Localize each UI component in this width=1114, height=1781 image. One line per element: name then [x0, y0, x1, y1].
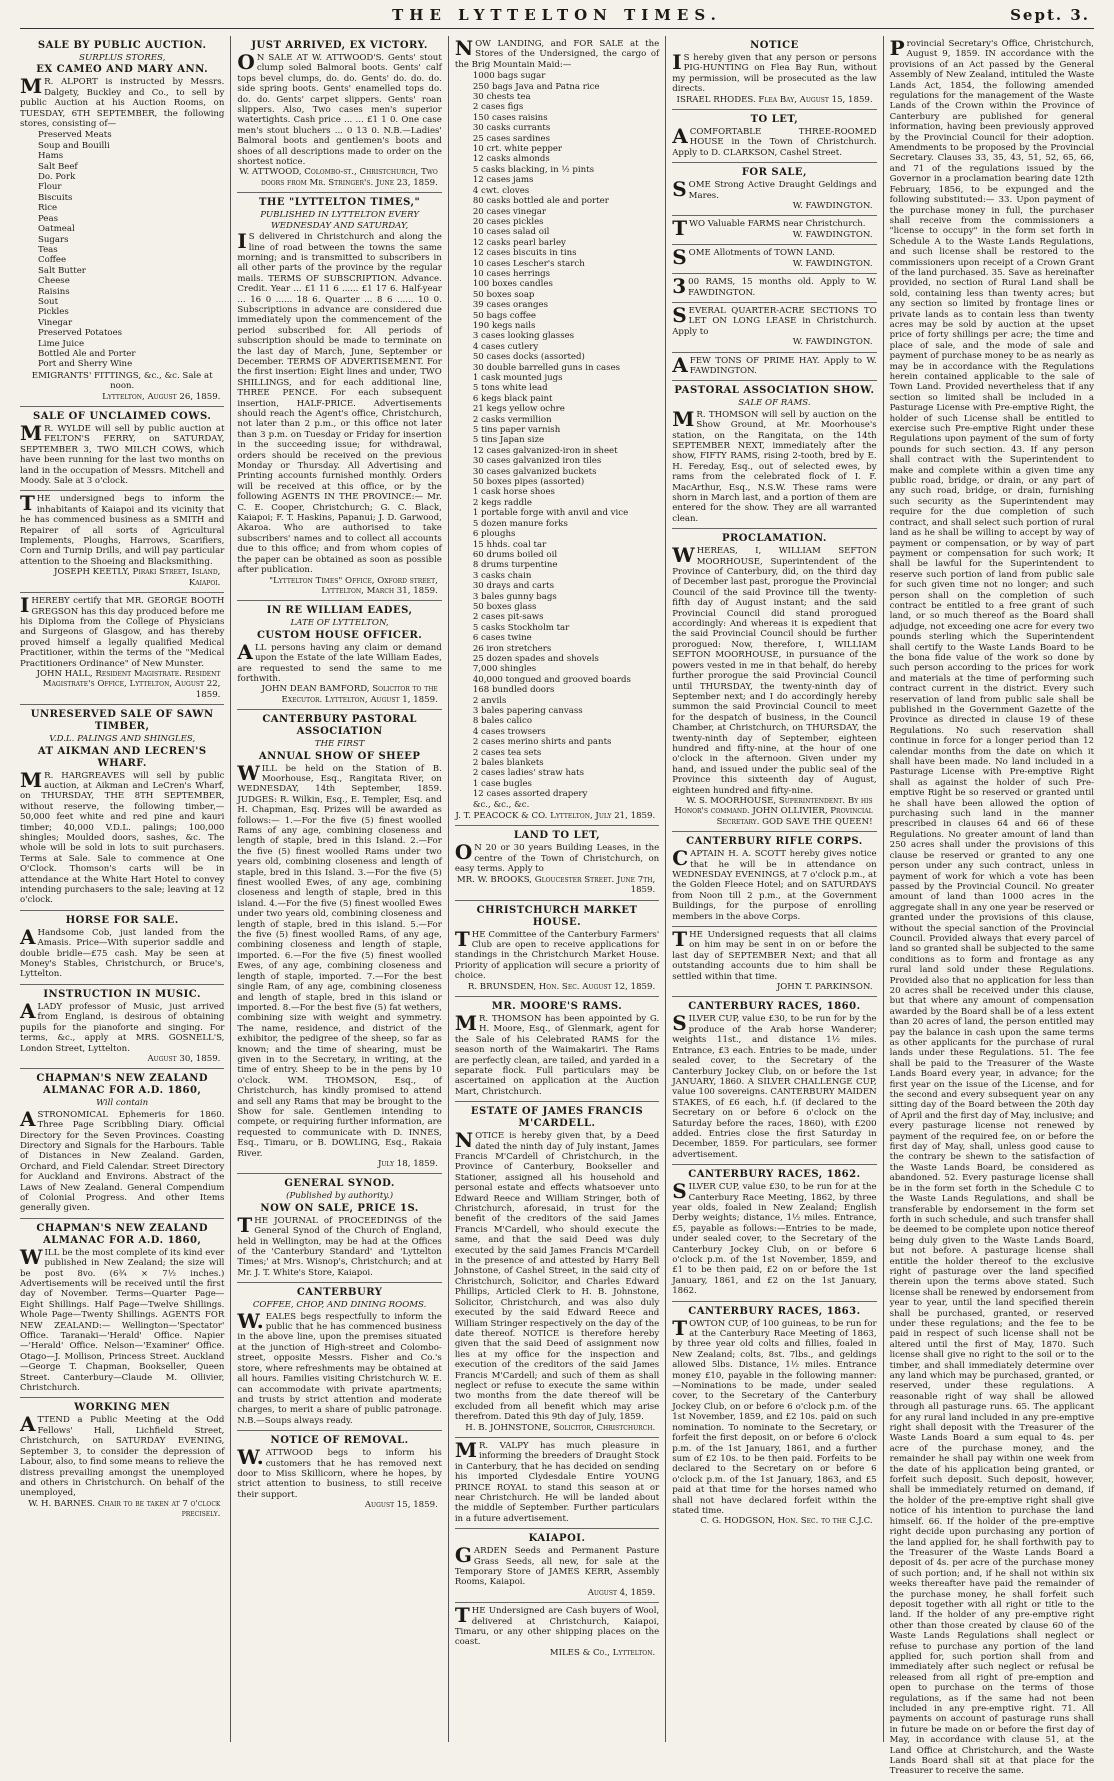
list-item: Cheese: [38, 276, 70, 287]
item-list: [38, 130, 224, 369]
ad-body: MR. VALPY has much pleasure in informing the breeders of Draught Stock in Canterbury, that he has decided on sending his imported Clydesdale Entire YOUNG PRINCE ROYAL to stand this season at or near Christchurch. He will be landed about the middle of September. Further particulars in a future advertisement.: [454, 1437, 660, 1524]
list-item: 10 cases Lescher's starch: [472, 258, 585, 269]
list-item: 5 dozen manure forks: [472, 518, 568, 529]
advertisement: [672, 927, 876, 997]
list-item: Sugars: [38, 234, 69, 245]
list-item: Soup and Bouilli: [38, 140, 110, 151]
ad-heading: PASTORAL ASSOCIATION SHOW.: [674, 385, 875, 397]
ad-signature: R. BRUNSDEN, Hon. Sec. August 12, 1859.: [467, 981, 656, 992]
list-item: 80 casks bottled ale and porter: [472, 196, 609, 207]
list-item: Port and Sherry Wine: [38, 359, 133, 370]
ad-heading: GENERAL SYNOD.: [284, 1178, 395, 1190]
advertisement: [455, 901, 659, 997]
list-item: 12 cases assorted drapery: [472, 789, 588, 800]
list-item: 2 kegs raddle: [472, 497, 533, 508]
ad-signature: MILES & Co., Lyttelton.: [549, 1647, 656, 1658]
list-item: 50 boxes pipes (assorted): [472, 477, 585, 488]
ad-body: IS delivered in Christchurch and along the line of road between the towns the same morning; and is transmitted to subscribers in all other parts of the province by the regular mails. TERMS OF SUBSCRIPTION. Advance. Credit. Year ... £1 11 6 ...... £1 17 6. Half-year ... 16 0 ...... 18 6. Quarter ... 8 6 ...... 10 0. Subscriptions in advance are considered due immediately upon the commencement of the period subscribed for. All periods of subscription should be made to terminate on the last day of March, June, September or December. TERMS OF ADVERTISEMENT. For the first insertion: Eight lines and under, TWO SHILLINGS, and for each additional line, THREE PENCE. For each subsequent insertion, HALF-PRICE. Advertisements should reach the Agent's office, Christchurch, not later than 2 p.m., or this office not later than 3 p.m. on Tuesday or Friday for insertion in the succeeding issue; for withdrawal, orders should be received on the previous Monday or Thursday. All Advertising and Printing accounts furnished monthly. Orders will be received at this office, or by the following AGENTS IN THE PROVINCE:— Mr. C. E. Cooper, Christchurch; G. C. Black, Kaiapoi; F. T. Haskins, Papanui; J. D. Garwood, Akaroa. Who are authorised to take subscribers' names and to collect all accounts due to this office; and from whom copies of the paper can be obtained as soon as possible after publication.: [237, 229, 442, 576]
list-item: 30 chests tea: [472, 92, 531, 103]
list-item: 30 double barrelled guns in cases: [472, 362, 621, 373]
advertisement: [455, 1529, 659, 1603]
page-columns: [20, 36, 1095, 1777]
ad-body: AFEW TONS OF PRIME HAY. Apply to W. FAWDINGTON.: [672, 352, 877, 377]
ad-heading: UNRESERVED SALE OF SAWN TIMBER,: [30, 709, 214, 733]
ad-heading: INSTRUCTION IN MUSIC.: [43, 988, 202, 1000]
list-item: 5 tons white lead: [472, 383, 548, 394]
list-item: Bottled Ale and Porter: [38, 348, 136, 359]
ad-body: SOME Strong Active Draught Geldings and Mares.: [672, 177, 877, 202]
ad-heading: NOTICE OF REMOVAL.: [270, 1435, 409, 1447]
list-item: 50 cases docks (assorted): [472, 352, 585, 363]
ad-extra: EMIGRANTS' FITTINGS, &c., &c. Sale at noon.: [31, 370, 213, 392]
advertisement: [20, 36, 224, 407]
list-item: Vinegar: [38, 317, 73, 328]
list-item: 7,000 shingles: [472, 664, 537, 675]
list-item: Rice: [38, 203, 58, 214]
advertisement: [20, 1398, 224, 1523]
advertisement: [20, 491, 224, 593]
ad-heading: CHAPMAN'S NEW ZEALAND ALMANAC FOR A.D. 1860,: [36, 1073, 209, 1097]
advertisement: [672, 303, 876, 353]
list-item: 10 crt. white pepper: [472, 144, 563, 155]
ad-signature: ISRAEL RHODES. Flea Bay, August 15, 1859.: [676, 94, 873, 105]
list-item: 1 portable forge with anvil and vice: [472, 508, 629, 519]
list-item: 3 bales gunny bags: [472, 591, 557, 602]
ad-heading: CANTERBURY RACES, 1863.: [688, 1305, 861, 1317]
ad-signature: W. FAWDINGTON.: [792, 229, 873, 240]
list-item: Flour: [38, 182, 62, 193]
advertisement: [20, 1219, 224, 1399]
list-item: 50 bags coffee: [472, 310, 537, 321]
list-item: 12 casks pearl barley: [472, 237, 566, 248]
advertisement: [890, 36, 1094, 1781]
list-item: Pickles: [38, 307, 69, 318]
ad-subheading: LATE OF LYTTELTON,: [290, 618, 389, 629]
list-item: Teas: [38, 244, 58, 255]
list-item: 12 cases jams: [472, 175, 534, 186]
ad-body: THE JOURNAL of PROCEEDINGS of the General Synod of the Church of England, held in Wellington, may be had at the Offices of the 'Canterbury Standard' and 'Lyttelton Times;' at Mrs. Wisnop's, Christchurch; and at Mr. J. T. White's Store, Kaiapoi.: [237, 1212, 442, 1278]
list-item: 39 cases oranges: [472, 300, 548, 311]
ad-body: W.EALES begs respectfully to inform the public that he has commenced business in the above line, upon the premises situated at the junction of High-street and Colombo-street, opposite Messrs. Fisher and Co.'s store, where refreshments may be obtained at all hours. Families visiting Christchurch W. E. can accommodate with private apartments; and trusts by strict attention and moderate charges, to merit a share of public patronage. N.B.—Soups always ready.: [237, 1308, 442, 1426]
list-item: 4 cases cutlery: [472, 341, 539, 352]
advertisement: [20, 593, 224, 705]
ad-subheading: THE FIRST: [314, 739, 365, 750]
masthead: [20, 6, 1094, 29]
ad-signature: JOHN HALL, Resident Magistrate. Resident Magistrate's Office, Lyttelton, August 22, 1859.: [36, 668, 221, 700]
list-item: 20 cases vinegar: [472, 206, 547, 217]
ad-body: NOW LANDING, and FOR SALE at the Stores of the Undersigned, the cargo of the Brig Mountain Maid:—: [454, 36, 660, 70]
list-item: 2 cases figs: [472, 102, 524, 113]
list-item: 1 cask horse shoes: [472, 487, 555, 498]
ad-subheading: AT AIKMAN AND LECREN'S WHARF.: [37, 745, 207, 769]
ad-heading: CHAPMAN'S NEW ZEALAND ALMANAC FOR A.D. 1860,: [36, 1222, 209, 1246]
ad-heading: SALE OF UNCLAIMED COWS.: [33, 411, 212, 422]
list-item: 6 ploughs: [472, 529, 516, 540]
advertisement: [672, 1302, 876, 1531]
ad-heading: CHRISTCHURCH MARKET HOUSE.: [476, 904, 638, 928]
ad-heading: FOR SALE,: [741, 167, 808, 179]
ad-signature: August 30, 1859.: [147, 1053, 221, 1064]
ad-signature: W. S. MOORHOUSE, Superintendent. By his Honor's command. JOHN OLLIVIER, Provincial Secretary. GOD SAVE THE QUEEN!: [674, 795, 873, 827]
ad-signature: W. FAWDINGTON.: [792, 201, 873, 212]
list-item: 5 tins paper varnish: [472, 425, 561, 436]
ad-body: THE Undersigned requests that all claims on him may be sent in on or before the last day of SEPTEMBER Next; and that all outstanding accounts due to him shall be settled within that time.: [672, 927, 877, 982]
ad-heading: ESTATE OF JAMES FRANCIS M'CARDELL.: [470, 1106, 644, 1130]
list-item: Lime Juice: [38, 338, 85, 349]
ad-body: ALL persons having any claim or demand upon the Estate of the late William Eades, are requested to send the same to me forthwith.: [237, 639, 442, 684]
ad-subheading: NOW ON SALE, PRICE 1S.: [260, 1202, 419, 1214]
list-item: 150 cases raisins: [472, 112, 548, 123]
ad-subheading: COFFEE, CHOP, AND DINING ROOMS.: [252, 1300, 427, 1311]
advertisement: [237, 1431, 441, 1514]
advertisement: [20, 407, 224, 491]
list-item: 30 cases galvanized iron tiles: [472, 456, 602, 467]
list-item: 2 casks vermillion: [472, 414, 552, 425]
list-item: 2 cases pit-saws: [472, 612, 544, 623]
ad-heading: CANTERBURY: [296, 1287, 383, 1299]
list-item: 6 cases twine: [472, 633, 532, 644]
advertisement: [237, 710, 441, 1174]
list-item: Peas: [38, 213, 59, 224]
ad-body: ATTEND a Public Meeting at the Odd Fellows' Hall, Lichfield Street, Christchurch, on SATURDAY EVENING, September 3, to consider the depression of Labour, also, to find some means to relieve the distress prevailing amongst the unemployed and others in Christchurch. On behalf of the unemployed,: [20, 1412, 225, 1499]
ad-body: SEVERAL QUARTER-ACRE SECTIONS TO LET ON LONG LEASE in Christchurch. Apply to: [672, 302, 877, 337]
advertisement: [20, 1069, 224, 1218]
ad-body: IHEREBY certify that MR. GEORGE BOOTH GREGSON has this day produced before me his Diploma from the College of Physicians and Surgeons of Glasgow, and has thereby proved himself a legally qualified Medical Practitioner, within the terms of the "Medical Practitioners Ordinance" of New Munster.: [20, 593, 225, 669]
ad-subheading: EX CAMEO AND MARY ANN.: [36, 64, 209, 76]
ad-subheading: SURPLUS STORES,: [79, 53, 166, 63]
list-item: 50 boxes glass: [472, 601, 537, 612]
list-item: 2 cases merino shirts and pants: [472, 737, 612, 748]
list-item: 15 hhds. coal tar: [472, 539, 547, 550]
column-3: [448, 36, 665, 1742]
advertisement: [20, 985, 224, 1069]
ad-body: MR. HARGREAVES will sell by public auction, at Aikman and LeCren's Wharf, on THURSDAY, THE 8TH SEPTEMBER, without reserve, the following timber,— 50,000 feet white and red pine and kauri timber; 40,000 V.D.L. palings; 100,000 shingles; Moulded doors, sashes, &c. The whole will be sold in lots to suit purchasers. Terms at Sale. Sale to commence at One O'Clock. Thomson's carts will be in attendance at the White Hart Hotel to convey intending purchasers to the sale; leaving at 12 o'clock.: [20, 767, 225, 906]
advertisement: [672, 274, 876, 303]
ad-body: SILVER CUP, value £30, to be run for at the Canterbury Race Meeting, 1862, by three year olds, foaled in New Zealand; English Derby weights; distance, 1½ miles. Entrance, £5, payable as follows:—Entries to be made, under sealed cover, to the Secretary of the Canterbury Jockey Club, on or before 6 o'clock p.m. of the 1st November, 1859, and £1 to be then paid, £2 on or before the 1st January, 1861, and £2 on the 1st January, 1862.: [672, 1179, 877, 1297]
list-item: &c., &c., &c.: [472, 799, 530, 810]
ad-signature: August 4, 1859.: [587, 1587, 656, 1598]
advertisement: [672, 216, 876, 245]
ad-heading: CANTERBURY RACES, 1862.: [688, 1169, 861, 1181]
list-item: 2 bales blankets: [472, 758, 544, 769]
list-item: 3 cases looking glasses: [472, 331, 575, 342]
advertisement: [672, 381, 876, 529]
ad-signature: H. B. JOHNSTONE, Solicitor, Christchurch.: [465, 1422, 656, 1433]
list-item: 25 cases sardines: [472, 133, 550, 144]
ad-signature: C. G. HODGSON, Hon. Sec. to the C.J.C.: [700, 1516, 873, 1527]
advertisement: [672, 36, 876, 110]
column-4: [665, 36, 882, 1742]
ad-heading: CANTERBURY PASTORAL ASSOCIATION: [262, 714, 417, 738]
ad-body: SOME Allotments of TOWN LAND.: [672, 245, 835, 270]
ad-signature: Lyttelton, August 26, 1859.: [102, 391, 221, 402]
list-item: Preserved Meats: [38, 130, 112, 141]
list-item: 60 drums boiled oil: [472, 549, 558, 560]
list-item: 12 cases galvanized-iron in sheet: [472, 445, 618, 456]
list-item: 4 cases trowsers: [472, 726, 546, 737]
ad-subheading: ANNUAL SHOW OF SHEEP: [258, 750, 421, 762]
ad-body: ASTRONOMICAL Ephemeris for 1860. Three Page Scribbling Diary. Official Directory for the Seven Provinces. Coasting Directory and Signals for the Harbours. Table of Distances in New Zealand. Garden, Orchard, and Field Calendar. Street Directory for Auckland and Environs. Abstract of the Laws of New Zealand. General Compendium of Colonial Progress. And other Items generally given.: [20, 1106, 225, 1214]
list-item: 8 bales calico: [472, 716, 533, 727]
advertisement: [237, 36, 441, 193]
ad-heading: CANTERBURY RIFLE CORPS.: [686, 836, 863, 848]
advertisement: [455, 826, 659, 900]
advertisement: [455, 1438, 659, 1529]
ad-body: ALADY professor of Music, just arrived from England, is desirous of obtaining pupils for the pianoforte and singing. For terms, &c., apply at MRS. GOSNELL'S, London Street, Lyttelton.: [20, 998, 225, 1054]
advertisement: [455, 36, 659, 826]
ad-heading: KAIAPOI.: [528, 1533, 586, 1545]
advertisement: [672, 110, 876, 163]
ad-signature: August 15, 1859.: [364, 1500, 438, 1511]
advertisement: [237, 1174, 441, 1283]
ad-heading: HORSE FOR SALE.: [65, 914, 179, 926]
advertisement: [455, 1603, 659, 1662]
list-item: 10 cases salad oil: [472, 227, 550, 238]
advertisement: [455, 1102, 659, 1438]
ad-body: MR. ALPORT is instructed by Messrs. Dalgety, Buckley and Co., to sell by public Auction at his Auction Rooms, on TUESDAY, 6TH SEPTEMBER, the following stores, consisting of—: [20, 74, 225, 130]
ad-subheading: SALE OF RAMS.: [738, 398, 811, 409]
list-item: 3 bales papering canvass: [472, 706, 583, 716]
ad-body: WILL be held on the Station of B. Moorhouse, Esq., Rangitata River, on WEDNESDAY, 14th September, 1859. JUDGES: R. Wilkin, Esq., E. Templer, Esq. and H. Chapman, Esq. Prizes will be awarded as follows:— 1.—For the five (5) finest woolled Rams of any age, combining closeness and length of staple, bred in this Island. 2.—For the five (5) finest woolled Rams under two years old, combining closeness and length of staple, bred in this Island. 3.—For the five (5) finest woolled Ewes, of any age, combining closeness and length of staple, bred in this island. 4.—For the five (5) finest woolled Ewes under two years old, combining closeness and length of staple, bred in this island. 5.—For the five (5) finest woolled Rams, of any age, combining closeness and length of staple, imported. 6.—For the five (5) finest woolled Ewes, of any age, combining closeness and length of staple, imported. 7.—For the best single Ram, of any age, combining closeness and length of staple, bred in this island or imported. 8.—For the best five (5) fat wethers, combining size with weight and symmetry. The name, residence, and district of the exhibitor, the pedigree of the sheep, so far as known; and the time of shearing, must be given in to the Secretary, in writing, at the time of entry. Sheep to be in the pens by 10 o'clock. WM. THOMSON, Esq., of Christchurch, has kindly promised to attend and sell any Rams that may be brought to the Show for sale. Gentlemen intending to compete, or requiring further information, are requested to communicate with D. INNES, Esq., Timaru, or B. DOWLING, Esq., Rakaia River.: [237, 760, 442, 1159]
ad-heading: CANTERBURY RACES, 1860.: [688, 1001, 861, 1013]
ad-heading: MR. MOORE'S RAMS.: [491, 1000, 623, 1012]
ad-body: THE undersigned begs to inform the inhabitants of Kaiapoi and its vicinity that he has commenced business as a SMITH and Repairer of all sorts of Agricultural Implements, Ploughs, Harrows, Scarifiers, Corn and Turnip Drills, and will pay particular attention to the Shoeing and Blacksmithing.: [20, 491, 225, 567]
list-item: 5 casks Stockholm tar: [472, 622, 570, 633]
ad-body: MR. THOMSON will sell by auction on the Show Ground, at Mr. Moorhouse's station, on the Rangitata, on the 14th SEPTEMBER NEXT, immediately after the show, FIFTY RAMS, rising 2-tooth, bred by E. H. Fereday, Esq., out of selected ewes, by rams from the celebrated flock of I. F. MacArthur, Esq., N.S.W. These rams were shorn in March last, and a portion of them are entered for the show. They are all warranted clean.: [672, 406, 877, 524]
advertisement: [20, 911, 224, 985]
ad-heading: JUST ARRIVED, EX VICTORY.: [251, 40, 428, 51]
list-item: 190 kegs nails: [472, 320, 536, 331]
column-1: [20, 36, 230, 1742]
ad-body: SILVER CUP, value £30, to be run for by the produce of the Arab horse Wanderer; weights 11st., and distance 1½ miles. Entrance, £3 each. Entries to be made, under sealed cover, to the Secretary of the Canterbury Jockey Club, on or before the 1st JANUARY, 1860. A SILVER CHALLENGE CUP, value 100 sovereigns. CANTERBURY MAIDEN STAKES, of £6 each, h.f. (if declared to the Secretary on or before 6 o'clock on the Saturday before the races, 1860), with £200 added. Entries close the first Saturday in December, 1859. For particulars, see former advertisement.: [672, 1011, 877, 1160]
advertisement: [672, 832, 876, 927]
ad-body: MR. THOMSON has been appointed by G. H. Moore, Esq., of Glenmark, agent for the Sale of his Celebrated RAMS for the season north of the Waimakariri. The Rams are perfectly clean, are tailed, and yarded in a separate flock. Full particulars may be ascertained on application at the Auction Mart, Christchurch.: [454, 1010, 660, 1097]
list-item: Salt Butter: [38, 265, 86, 276]
item-list: [473, 71, 659, 810]
advertisement: [672, 529, 876, 832]
ad-heading: LAND TO LET,: [513, 830, 601, 842]
list-item: 1 case bugles: [472, 778, 532, 789]
ad-body: ON 20 or 30 years Building Leases, in the centre of the Town of Christchurch, on easy terms. Apply to: [454, 840, 660, 875]
issue-date: Sept. 3.: [1010, 6, 1090, 24]
list-item: 6 kegs black paint: [472, 393, 553, 404]
list-item: 8 drums turpentine: [472, 560, 558, 571]
ad-body: CAPTAIN H. A. SCOTT hereby gives notice that he will be in attendance on WEDNESDAY EVENINGS, at 7 o'clock p.m., at the Golden Fleece Hotel; and on SATURDAYS from Noon till 2 p.m., at the Government Buildings, for the purpose of enrolling members in the above Corps.: [672, 846, 877, 922]
ad-body: AHandsome Cob, just landed from the Amasis. Price—With superior saddle and double bridle—£75 cash. May be seen at Money's Stables, Christchurch, or Bruce's, Lyttelton.: [20, 924, 225, 980]
list-item: Oatmeal: [38, 224, 75, 235]
list-item: 30 cases galvanized buckets: [472, 466, 597, 477]
list-item: 20 cases pickles: [472, 216, 544, 227]
list-item: 250 bags Java and Patna rice: [472, 81, 600, 92]
list-item: 26 iron stretchers: [472, 643, 552, 654]
advertisement: [237, 601, 441, 710]
list-item: 30 drays and carts: [472, 581, 555, 592]
ad-body: W.ATTWOOD begs to inform his customers that he has removed next door to Miss Skillicorn, where he hopes, by strict attention to business, to still receive their support.: [237, 1445, 442, 1500]
ad-heading: THE "LYTTELTON TIMES,": [258, 197, 421, 209]
list-item: Coffee: [38, 255, 67, 266]
ad-signature: JOSEPH KEETLY, Piraki Street, Island, Kaiapoi.: [54, 567, 221, 588]
ad-signature: W. H. BARNES. Chair to be taken at 7 o'clock precisely.: [28, 1498, 221, 1520]
ad-body: ACOMFORTABLE THREE-ROOMED HOUSE in the Town of Christchurch. Apply to D. CLARKSON, Cashel Street.: [672, 124, 877, 158]
ad-body: WILL be the most complete of its kind ever published in New Zealand; the size will be post 8vo. (6¾ × 7½ inches.) Advertisements will be received until the first day of November. Terms—Quarter Page—Eight Shillings. Half Page—Twelve Shillings. Whole Page—Twenty Shillings. AGENTS FOR NEW ZEALAND:— Wellington—'Spectator' Office. Taranaki—'Herald' Office. Napier—'Herald' Office. Nelson—'Examiner' Office. Otago—J. Mollison, Princess Street. Auckland—George T. Chapman, Bookseller, Queen Street. Canterbury—Claude M. Ollivier, Christchurch.: [20, 1244, 225, 1394]
ad-body: THE Undersigned are Cash buyers of Wool, delivered at Christchurch, Kaiapoi, Timaru, or any other shipping places on the coast.: [454, 1603, 660, 1648]
ad-heading: TO LET,: [750, 114, 799, 126]
column-5: [883, 36, 1095, 1777]
ad-signature: July 18, 1859.: [378, 1159, 438, 1169]
ad-signature: JOHN DEAN BAMFORD, Solicitor to the Executor. Lyttelton, August 1, 1859.: [261, 684, 438, 705]
list-item: Preserved Potatoes: [38, 328, 123, 339]
ad-body: MR. WYLDE will sell by public auction at FELTON'S FERRY, on SATURDAY, SEPTEMBER 3, TWO MILCH COWS, which have been running for the last two months on land in the occupation of Messrs. Mitchell and Moody. Sale at 3 o'clock.: [20, 421, 225, 487]
newspaper-title: THE LYTTELTON TIMES.: [392, 6, 722, 24]
list-item: 30 casks currants: [472, 123, 551, 134]
ad-signature: W. FAWDINGTON.: [792, 258, 873, 269]
list-item: Sout: [38, 296, 59, 307]
list-item: Biscuits: [38, 192, 73, 203]
ad-signature: JOHN T. PARKINSON.: [776, 982, 873, 993]
ad-signature: J. T. PEACOCK & CO. Lyttelton, July 21, 1859.: [455, 811, 656, 822]
list-item: 12 cases biscuits in tins: [472, 248, 577, 259]
ad-body: 300 RAMS, 15 months old. Apply to W. FAWDINGTON.: [672, 274, 877, 299]
list-item: 5 tins Japan size: [472, 435, 545, 446]
ad-subheading: PUBLISHED IN LYTTELTON EVERY WEDNESDAY AND SATURDAY,: [260, 210, 419, 231]
ad-signature: MR. W. BROOKS, Gloucester Street. June 7th, 1859.: [456, 874, 656, 896]
list-item: 21 kegs yellow ochre: [472, 404, 565, 415]
ad-body: WHEREAS, I, WILLIAM SEFTON MOORHOUSE, Superintendent of the Province of Canterbury, did, on the third day of December last past, prorogue the Provincial Council of the said Province till the twenty-fifth day of August instant; and the said Provincial Council did stand prorogued accordingly: And whereas it is expedient that the said Provincial Council should be further prorogued: Now, therefore, I, WILLIAM SEFTON MOORHOUSE, in pursuance of the powers vested in me in that behalf, do hereby further prorogue the said Provincial Council until THURSDAY, the twenty-ninth day of September next; and I do accordingly hereby summon the said Provincial Council to meet for the despatch of business, in the Council Chamber, at Christchurch, on THURSDAY, the twenty-ninth day of September, eighteen hundred and fifty-nine, at the hour of one o'clock in the afternoon. Given under my hand, and issued under the public seal of the Province this sixteenth day of August, eighteen hundred and fifty-nine.: [672, 543, 877, 796]
ad-body: Provincial Secretary's Office, Christchurch, August 9, 1859. IN accordance with the provisions of an Act passed by the General Assembly of New Zealand, intituled the Waste Lands Act, 1854, the following amended regulations for the management of the Waste Lands of the Crown within the Province of Canterbury are published for general information, having been previously approved by the Provincial Council for their adoption. Amendments to be proposed by the Provincial Secretary. Clauses 33, 35, 43, 51, 52, 65, 66, and 71 of the regulations issued by the Governor in a proclamation bearing date 12th February, 1856, to be expunged and the following substituted:— 33. Upon payment of the purchase money in full, the purchaser shall receive from the commissioners a "license to occupy" in the form set forth in Schedule A to the Waste Lands Regulations, and such license shall be restored to the commissioners upon receipt of a Crown Grant of the land purchased. 35. Save as hereinafter provided, no section of Rural Land shall be sold, containing less than twenty acres; but any section so limited by frontage lines or private lands as to contain less than twenty acres may be sold by auction at the upset price of forty shillings per acre; the time and place of sale, and the mode of sale and payment of purchase money to be as nearly as may be in accordance with the Regulations herein contained applicable to the sale of Town Land. Provided nevertheless that if any section so limited shall be included in a Pasturage License with Pre-emptive Right, the holder of such License shall be entitled to exercise such Pre-emptive Right under these Regulations upon payment of the sum of forty pounds for such section. 43. If any person shall contract with the Superintendent to make and complete within a given time any public road, bridge, or drain, or any part of any such road, bridge, or drain, furnishing such security as the Superintendent may require for the due completion of such contract, and shall select such portion of rural land as he shall be willing to accept by way of payment or compensation, or by way of part payment or compensation for such work; It shall be lawful for the Superintendent to reserve such portion of land from public sale for such given time not no longer; and such person shall on the completion of such contract be entitled to a free grant of such land, or so much thereof as the Board shall adjudge, not exceeding one acre for every two pounds sterling which the Superintendent shall certify to the Waste Lands Board to be the bona fide value of the work so done by such person according to the prices for work and materials at the time of performing such contract current in the district. Every such reservation of land from public sale shall be published in the Government Gazette of the Province as directed in clause 19 of these Regulations. No such reservation shall continue in force for a longer period than 12 calendar months from the date on which it shall have been made. No land included in a Pasturage License with Pre-emptive Right shall as against the holder of such Pre-emptive Right be so reserved or granted until he shall have been allowed the option of purchasing such land in the manner prescribed in clauses 64 and 66 of these Regulations. No greater amount of land than 250 acres shall under the provisions of this clause be reserved or granted to any one person under any such contract, unless in payment of work for which a vote has been passed by the Provincial Council. No greater amount of land than 1000 acres in the aggregate shall in any one year be reserved or granted under the provisions of this clause, without the special sanction of the Provincial Council. Provided always that every parcel of land so granted shall be subjected to the same conditions as to form and frontage as any rural land sold under these Regulations. Provided also that no application for less than 20 acres shall be received under this clause, but that where any amount of compensation awarded by the Board shall be of a less extent than 20 acres of land, the person entitled may pay the balance in cash upon the same terms as other applicants for the purchase of rural lands under these Regulations. 51. The fee shall be paid to the Treasurer of the Waste Lands Board every year, in advance; for the first year on the issue of the License, and for the second and every subsequent year on any sitting day of the Board between the 20th day of April and the first day of May, inclusive; and every pasturage license not renewed by payment of the required fee, on or before the first day of May, shall, unless good cause to the contrary be shewn to the satisfaction of the Waste Lands Board, be considered as abandoned. 52. Every pasturage license shall be in the form set forth in the Schedule C to the Waste Lands Regulations, and shall be transferable by endorsement in the form set forth in such schedule, and such transfer shall be deemed to be complete upon notice thereof being duly given to the Waste Lands Board, but not before. A pasturage license shall entitle the holder thereof to the exclusive right of pasturage over the land specified therein upon the terms above stated. Such license shall be renewed by endorsement from year to year, until the land specified therein shall be purchased, granted, or reserved under these regulations; and the fee to be paid in respect of such license shall not be altered until the first of May, 1870. Such license shall give no right to the soil or to the timber, and shall immediately determine over any land which may be purchased, granted, or reserved, under these regulations. A reasonable right of way shall be allowed through all pasturage runs. 65. The applicant for any rural land included in any pre-emptive right shall deposit with the Treasurer of the Waste Lands Board a sum equal to 4s. per acre of the purchase money, and the remainder he shall pay within one week from the date of his application being granted, or forfeit such deposit. Such deposit, however, shall be immediately returned on demand, if the holder of the pre-emptive right shall give notice of his intention to purchase the land himself. 66. If the holder of the pre-emptive right decide upon purchasing any portion of the land applied for, he shall forthwith pay to the Treasurer of the Waste Lands Board a deposit of 4s. per acre of the purchase money of such portion; and, if he shall not within six weeks thereafter have paid the remainder of the purchase money, he shall forfeit such deposit together with all right or title to the land. If the holder of any pre-emptive right other than those created by clause 60 of the Waste Lands Regulations shall neglect or refuse to purchase any portion of the land applied for, such portion shall from and immediately after such neglect or refusal be released from all right of pre-emption and open to purchase on the terms of those regulations, as if the same had not been included in any pre-emptive right. 71. All payments on account of pasturage runs shall in future be made on or before the first day of May, in accordance with clause 51, at the Land Office at Christchurch, and the Waste Lands Board shall sit at that place for the Treasurer to receive the same.: [889, 36, 1095, 1777]
advertisement: [237, 193, 441, 601]
list-item: 168 bundled doors: [472, 685, 555, 696]
list-item: 100 boxes candles: [472, 279, 553, 290]
advertisement: [672, 245, 876, 274]
advertisement: [20, 705, 224, 911]
list-item: 50 boxes soap: [472, 289, 535, 300]
list-item: 1 cask mounted jugs: [472, 373, 563, 383]
ad-body: NOTICE is hereby given that, by a Deed dated the ninth day of July instant, James Francis M'Cardell of Christchurch, in the Province of Canterbury, Bookseller and Stationer, assigned all his household and personal estate and effects whatsoever unto Edward Reece and William Stringer, both of Christchurch, aforesaid, in trust for the benefit of the creditors of the said James Francis M'Cardell, who should execute the same, and that the said Deed was duly executed by the said James Francis M'Cardell in the presence of and attested by Harry Bell Johnstone, of Cashel Street, in the said city of Christchurch, Solicitor, and Charles Edward Phillips, Articled Clerk to H. B. Johnstone, Solicitor, Christchurch, and was also duly executed by the said Edward Reece and William Stringer respectively on the day of the date thereof. NOTICE is therefore hereby given that the said Deed of assignment now lies at my office for the inspection and execution of the creditors of the said James Francis M'Cardell; and such of them as shall neglect or refuse to execute the same within two months from the date thereof will be excluded from all benefit which may arise therefrom. Dated this 9th day of July, 1859.: [454, 1128, 660, 1423]
list-item: 1000 bags sugar: [472, 71, 546, 82]
advertisement: [672, 997, 876, 1165]
list-item: 2 cases tea sets: [472, 747, 542, 758]
list-item: 40,000 tongued and grooved boards: [472, 674, 631, 685]
ad-signature: "Lyttelton Times" Office, Oxford street, Lyttelton, March 31, 1859.: [269, 575, 438, 596]
ad-signature: W. FAWDINGTON.: [792, 337, 873, 348]
ad-heading: PROCLAMATION.: [721, 533, 827, 545]
list-item: Raisins: [38, 286, 70, 297]
list-item: Do. Pork: [38, 172, 76, 183]
ad-subheading: CUSTOM HOUSE OFFICER.: [256, 629, 423, 641]
advertisement: [237, 1283, 441, 1431]
list-item: 12 casks almonds: [472, 154, 550, 165]
list-item: 4 cwt. cloves: [472, 185, 530, 196]
advertisement: [672, 353, 876, 382]
list-item: 3 casks chain: [472, 570, 532, 581]
advertisement: [455, 997, 659, 1102]
list-item: Salt Beef: [38, 161, 78, 172]
ad-heading: IN RE WILLIAM EADES,: [266, 605, 413, 617]
list-item: 2 cases ladies' straw hats: [472, 768, 585, 779]
list-item: 5 casks blacking, in ½ pints: [472, 164, 595, 175]
ad-subheading: V.D.L. PALINGS AND SHINGLES,: [49, 734, 196, 745]
ad-body: GARDEN Seeds and Permanent Pasture Grass Seeds, all new, for sale at the Temporary Store of JAMES KERR, Assembly Rooms, Kaiapoi.: [454, 1543, 660, 1588]
ad-body: TOWTON CUP, of 100 guineas, to be run for at the Canterbury Race Meeting of 1863, by three year old colts and fillies, foaled in New Zealand; colts, 8st. 7lbs., and geldings allowed 5lbs. Distance, 1½ miles. Entrance money £10, payable in the following manner:—Nominations to be made, under sealed cover, to the Secretary of the Canterbury Jockey Club, on or before 6 o'clock p.m. of the 1st November, 1859, and £2 10s. paid on such nomination. To nominate to the Secretary, or forfeit the first deposit, on or before 6 o'clock p.m. of the 1st January, 1861, and a further sum of £2 10s. to be then paid. Forfeits to be declared to the Secretary on or before 6 o'clock p.m. of the 1st January, 1863, and £5 paid at that time for the horses named who shall not have declared forfeit within the stated time.: [672, 1315, 877, 1516]
list-item: 2 anvils: [472, 695, 507, 706]
column-2: [230, 36, 447, 1742]
ad-body: ON SALE AT W. ATTWOOD'S. Gents' stout clump soled Balmoral boots. Gents' calf tops bevel clumps, do. do. Gents' do. do. do. side spring boots. Gents' enamelled tops do. do. do. Gents' carpet slippers. Gents' roan slippers. Also, Two cases men's superior watertights. Cash price ... ... £1 1 0. One case men's stout bluchers ... 0 13 0. N.B.—Ladies' Balmoral boots and gentlemen's boots and shoes of all descriptions made to order on the shortest notice.: [237, 50, 442, 168]
ad-body: THE Committee of the Canterbury Farmers' Club are open to receive applications for standings in the Christchurch Market House. Priority of application will secure a priority of choice.: [454, 926, 660, 982]
ad-body: IS hereby given that any person or persons PIG-HUNTING on Flea Bay Run, without my permission, will be prosecuted as the law directs.: [672, 50, 877, 95]
ad-heading: SALE BY PUBLIC AUCTION.: [37, 40, 207, 51]
ad-subheading: (Published by authority.): [286, 1191, 394, 1202]
ad-signature: W. ATTWOOD, Colombo-st., Christchurch, Two doors from Mr. Stringer's. June 23, 1859.: [239, 167, 438, 188]
ad-subheading: Will contain: [96, 1098, 149, 1109]
list-item: Hams: [38, 151, 64, 162]
list-item: 10 cases herrings: [472, 268, 551, 279]
ad-heading: NOTICE: [750, 40, 799, 51]
advertisement: [672, 1165, 876, 1301]
advertisement: [672, 163, 876, 216]
ad-body: TWO Valuable FARMS near Christchurch.: [672, 216, 866, 241]
ad-heading: WORKING MEN: [74, 1402, 171, 1414]
list-item: 25 dozen spades and shovels: [472, 653, 599, 664]
